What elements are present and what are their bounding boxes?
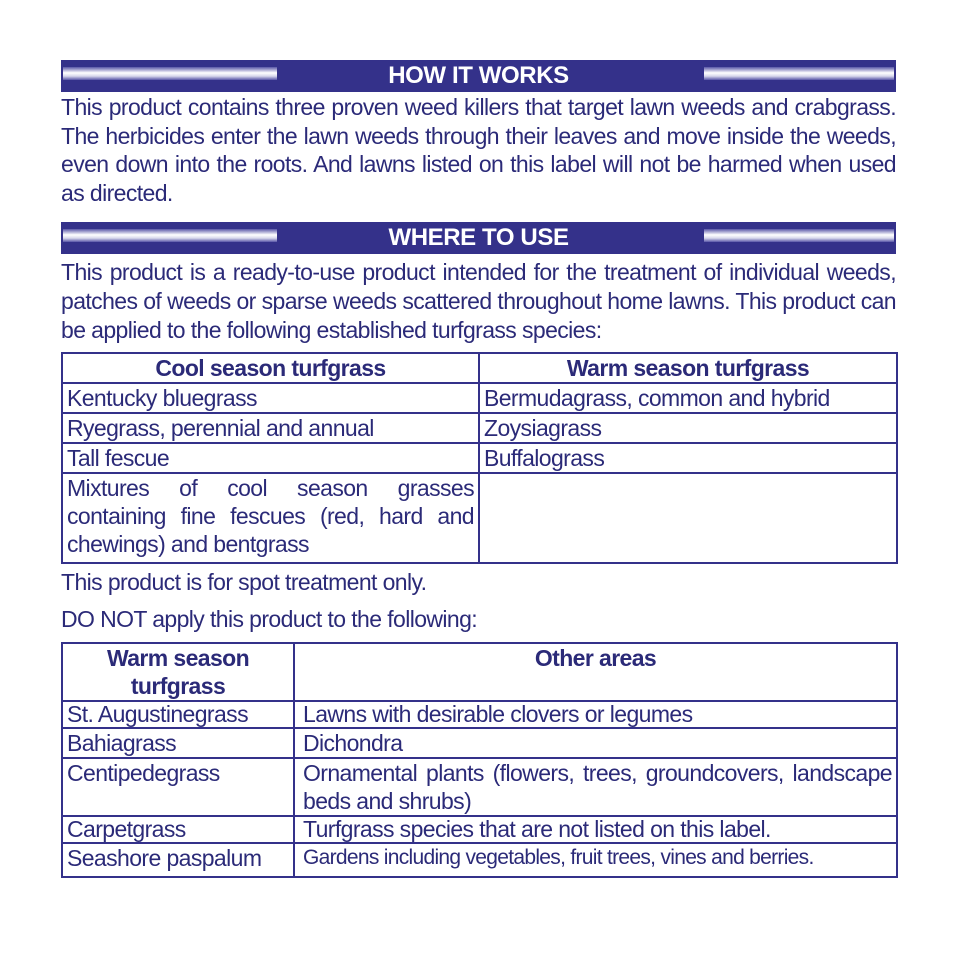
column-header: Warm season turfgrass	[62, 643, 294, 701]
how-it-works-text: This product contains three proven weed killers that target lawn weeds and crabgrass. The herbicides enter the lawn weeds through their leaves and move inside the weeds, even down into the roots. And lawns listed on this label will not be harmed when used as directed.	[61, 94, 896, 206]
table-cell: St. Augustinegrass	[62, 701, 294, 728]
table-cell: Centipedegrass	[62, 758, 294, 816]
table-row	[62, 843, 897, 877]
table-cell: Dichondra	[294, 728, 897, 758]
table-cell: Tall fescue	[62, 443, 479, 473]
table-cell: Seashore paspalum	[62, 843, 294, 877]
label-page	[61, 60, 896, 878]
table-row	[62, 816, 897, 843]
table-row	[62, 728, 897, 758]
table-header-row	[62, 643, 897, 701]
table-cell: Mixtures of cool season grasses containing fine fescues (red, hard and chewings) and bentgrass	[62, 473, 479, 563]
table-row	[62, 413, 897, 443]
table-cell: Kentucky bluegrass	[62, 383, 479, 413]
table-cell: Buffalograss	[479, 443, 897, 473]
table-cell: Zoysiagrass	[479, 413, 897, 443]
table-cell: Carpetgrass	[62, 816, 294, 843]
column-header: Warm season turfgrass	[479, 353, 897, 383]
how-it-works-header-bar	[61, 60, 896, 92]
table-cell	[479, 473, 897, 563]
table-row	[62, 473, 897, 563]
how-it-works-title: HOW IT WORKS	[388, 62, 569, 89]
table-cell: Turfgrass species that are not listed on this label.	[294, 816, 897, 843]
table-cell: Ornamental plants (flowers, trees, groundcovers, landscape beds and shrubs)	[294, 758, 897, 816]
spot-treatment-note: This product is for spot treatment only.	[61, 569, 427, 596]
where-to-use-text: This product is a ready-to-use product intended for the treatment of individual weeds, patches of weeds or sparse weeds scattered throughout home lawns. This product can be applied to the following established turfgrass species:	[61, 259, 896, 343]
table-cell: Gardens including vegetables, fruit trees, vines and berries.	[294, 843, 897, 877]
table-cell: Ryegrass, perennial and annual	[62, 413, 479, 443]
table-row	[62, 758, 897, 816]
table-header-row	[62, 353, 897, 383]
table-cell: Bermudagrass, common and hybrid	[479, 383, 897, 413]
table-row	[62, 701, 897, 728]
table-row	[62, 443, 897, 473]
where-to-use-header-bar	[61, 222, 896, 254]
exclusion-table	[61, 642, 898, 878]
column-header: Other areas	[294, 643, 897, 701]
where-to-use-title: WHERE TO USE	[388, 224, 569, 252]
table-cell: Lawns with desirable clovers or legumes	[294, 701, 897, 728]
do-not-apply-note: DO NOT apply this product to the following:	[61, 606, 478, 633]
table-row	[62, 383, 897, 413]
table-cell: Bahiagrass	[62, 728, 294, 758]
column-header: Cool season turfgrass	[62, 353, 479, 383]
species-table	[61, 352, 898, 564]
